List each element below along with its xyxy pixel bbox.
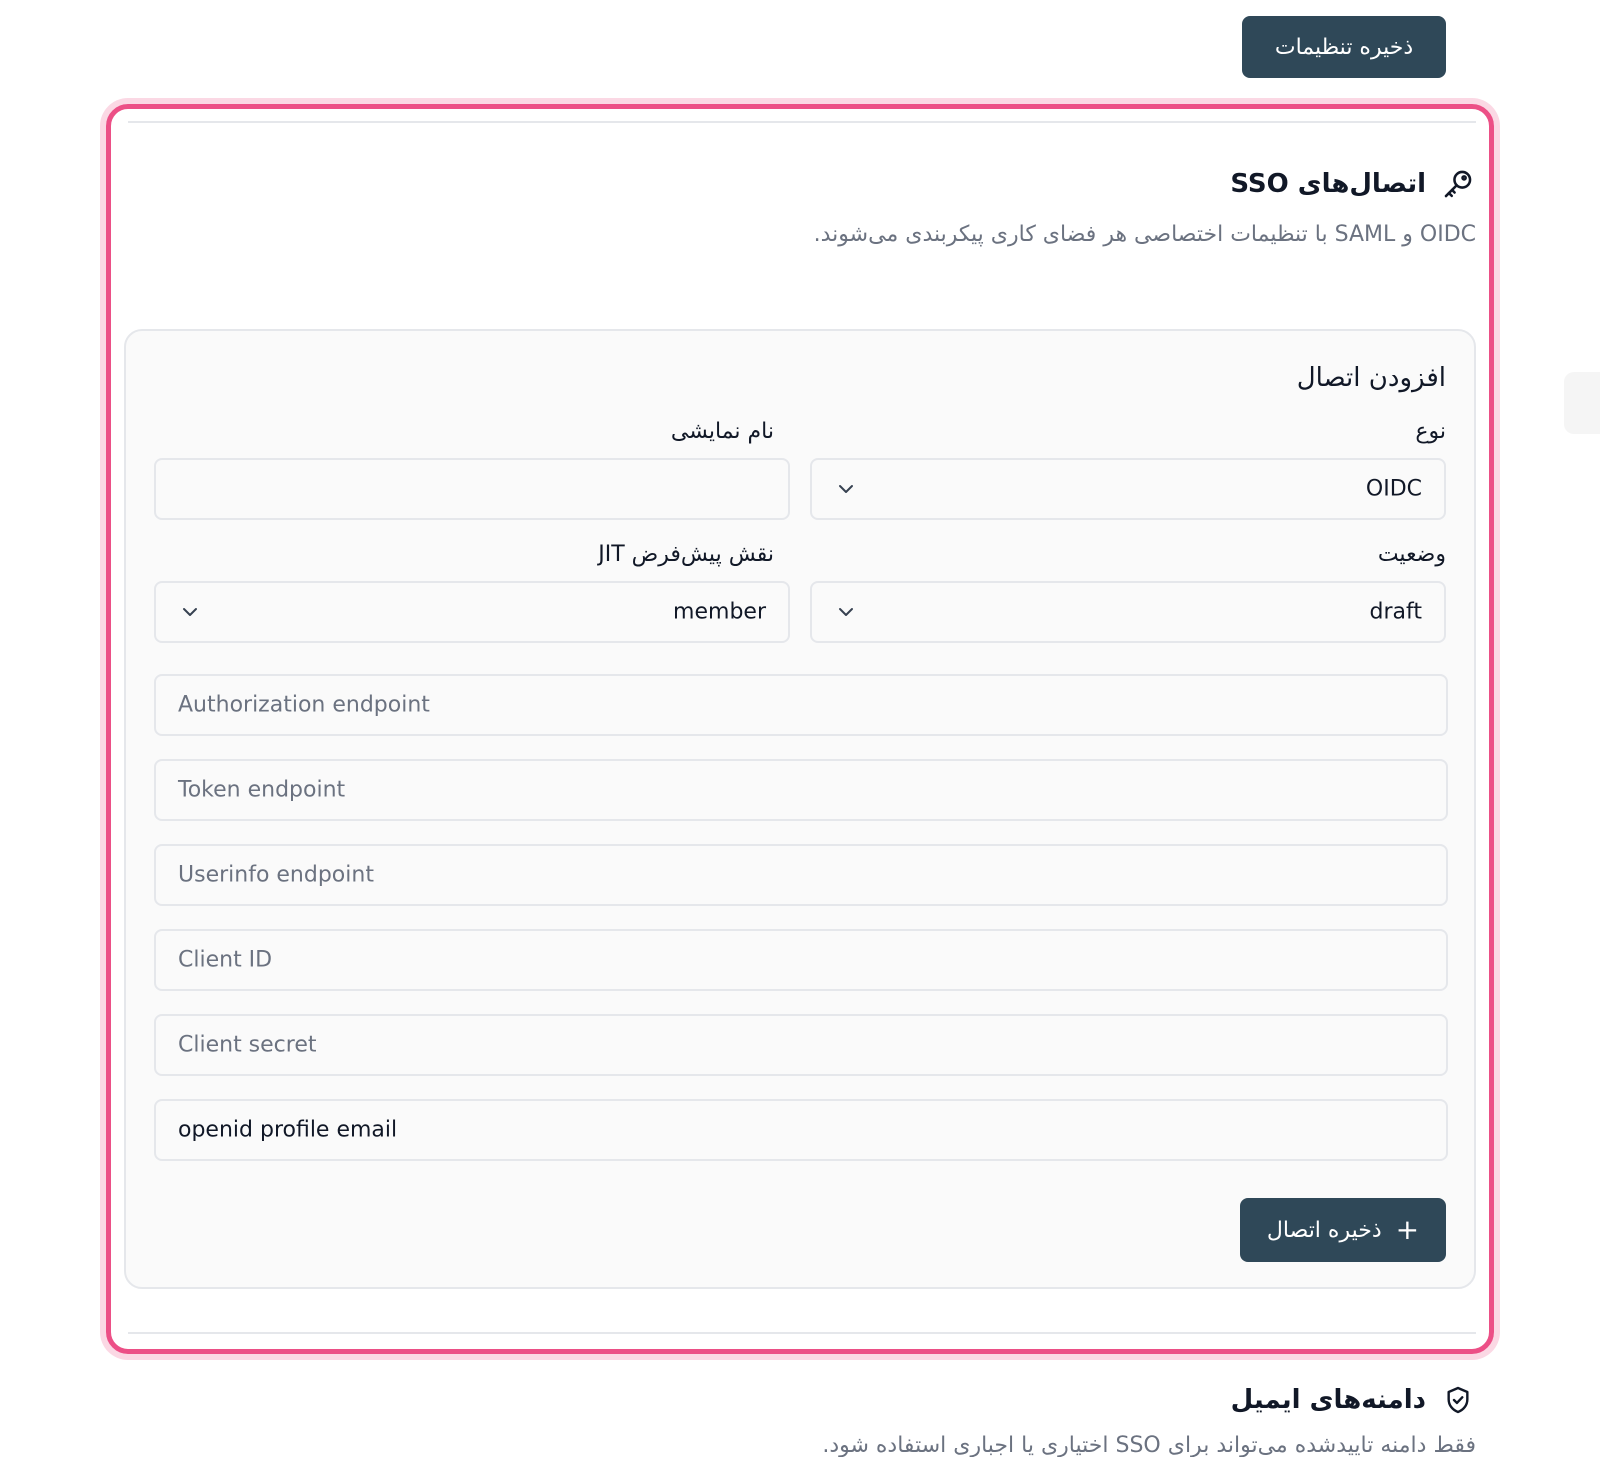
userinfo-endpoint-placeholder: Userinfo endpoint (178, 862, 374, 888)
scopes-value: openid profile email (178, 1117, 398, 1143)
save-connection-button[interactable] (1240, 1198, 1446, 1262)
scopes-input[interactable] (154, 1099, 1448, 1161)
type-select-value: OIDC (1365, 476, 1422, 502)
display-name-input[interactable] (154, 458, 790, 520)
email-domains-section-header (1231, 1382, 1476, 1418)
shield-check-icon (1440, 1382, 1476, 1418)
sso-section-header (1230, 166, 1476, 202)
email-domains-title: دامنه‌های ایمیل (1230, 1385, 1426, 1415)
chevron-down-icon (178, 600, 202, 624)
side-panel-tab[interactable] (1564, 372, 1600, 434)
jit-role-label: نقش پیش‌فرض JIT (598, 542, 774, 567)
chevron-down-icon (834, 600, 858, 624)
client-secret-placeholder: Client secret (178, 1032, 317, 1058)
authorization-endpoint-input[interactable] (154, 674, 1448, 736)
type-label: نوع (1415, 419, 1446, 444)
save-connection-label: ذخیره اتصال (1266, 1217, 1382, 1243)
token-endpoint-placeholder: Token endpoint (178, 777, 346, 803)
add-connection-title: افزودن اتصال (1296, 363, 1446, 393)
sso-section-title: اتصال‌های SSO (1230, 169, 1426, 199)
add-connection-card (124, 329, 1476, 1289)
save-settings-button[interactable]: ذخیره تنظیمات (1242, 16, 1446, 78)
jit-role-select[interactable] (154, 581, 790, 643)
userinfo-endpoint-input[interactable] (154, 844, 1448, 906)
status-label: وضعیت (1377, 542, 1446, 567)
jit-role-select-value: member (673, 599, 766, 625)
email-domains-description: فقط دامنه تاییدشده می‌تواند برای SSO اختیاری یا اجباری استفاده شود. (822, 1433, 1476, 1457)
chevron-down-icon (834, 477, 858, 501)
client-id-input[interactable] (154, 929, 1448, 991)
status-select[interactable] (810, 581, 1446, 643)
section-divider (128, 121, 1476, 123)
section-divider (128, 1332, 1476, 1334)
status-select-value: draft (1369, 599, 1422, 625)
sso-section-description: OIDC و SAML با تنظیمات اختصاصی هر فضای کاری پیکربندی می‌شوند. (813, 222, 1476, 247)
client-secret-input[interactable] (154, 1014, 1448, 1076)
client-id-placeholder: Client ID (178, 947, 273, 973)
token-endpoint-input[interactable] (154, 759, 1448, 821)
authorization-endpoint-placeholder: Authorization endpoint (178, 692, 430, 718)
key-icon (1440, 166, 1476, 202)
type-select[interactable] (810, 458, 1446, 520)
display-name-label: نام نمایشی (670, 419, 774, 444)
plus-icon: + (1395, 1213, 1420, 1246)
